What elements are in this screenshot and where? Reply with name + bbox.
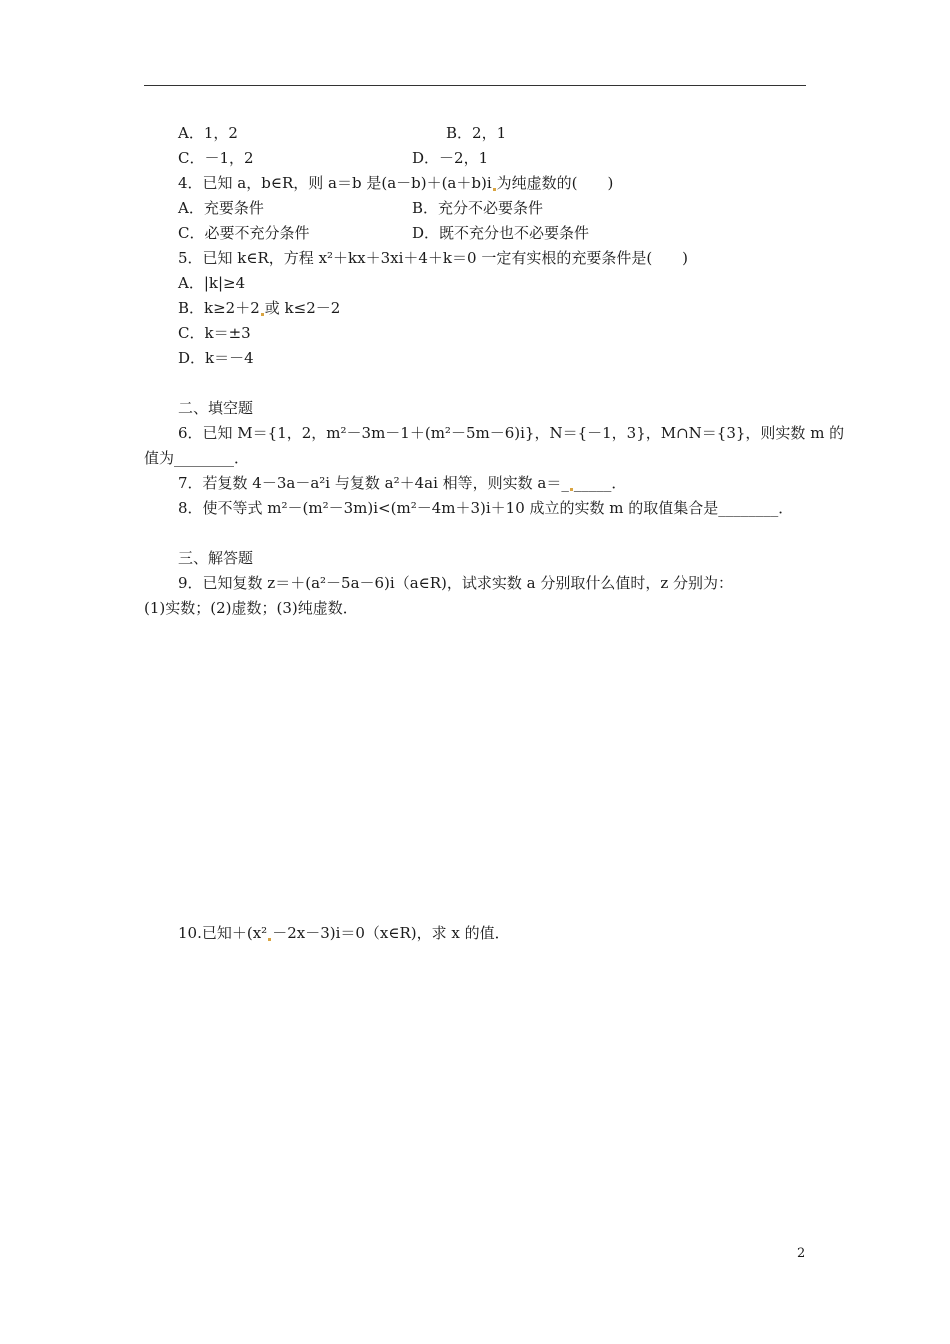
q4-stem: [178, 173, 613, 193]
q4-option-a: A．充要条件: [178, 199, 264, 217]
section-3-title: 三、解答题: [178, 549, 254, 567]
section-2-title: 二、填空题: [178, 399, 254, 417]
q5-option-a: A．|k|≥4: [178, 274, 246, 292]
q3-option-a: A．1，2: [178, 124, 238, 142]
mark-dot: [261, 313, 264, 316]
q5-option-b: [178, 298, 340, 318]
q7-part-b: _____．: [573, 474, 627, 492]
q4-option-c: C．必要不充分条件: [178, 224, 310, 242]
q9-line-1: 9．已知复数 z＝＋(a²－5a－6)i（a∈R)，试求实数 a 分别取什么值时，z 分别为：: [178, 574, 734, 592]
q4-option-d: D．既不充分也不必要条件: [412, 224, 590, 242]
q5-option-d: D．k＝－4: [178, 349, 254, 367]
q3-option-d: D．－2，1: [412, 149, 489, 167]
q6-line-1: 6．已知 M＝{1，2，m²－3m－1＋(m²－5m－6)i}，N＝{－1，3}，M∩N＝{3}，则实数 m 的: [178, 424, 845, 442]
q8: 8．使不等式 m²－(m²－3m)i<(m²－4m＋3)i＋10 成立的实数 m 的取值集合是________．: [178, 499, 794, 517]
mark-dot: [570, 488, 573, 491]
q7-part-a: 7．若复数 4－3a－a²i 与复数 a²＋4ai 相等，则实数 a＝_: [178, 474, 569, 492]
header-rule: [144, 85, 806, 86]
q5-stem: 5．已知 k∈R，方程 x²＋kx＋3xi＋4＋k＝0 一定有实根的充要条件是( ): [178, 249, 689, 267]
mark-dot: [493, 188, 496, 191]
q3-option-b: B．2，1: [446, 124, 507, 142]
q7: [178, 473, 626, 493]
page-number: 2: [797, 1246, 806, 1261]
q5-option-b-part-a: B．k≥2＋2: [178, 299, 260, 317]
mark-dot: [268, 938, 271, 941]
q9-line-2: (1)实数；(2)虚数；(3)纯虚数．: [144, 599, 358, 617]
q4-stem-part-a: 4．已知 a，b∈R，则 a＝b 是(a－b)＋(a＋b)i: [178, 174, 492, 192]
q10-part-b: －2x－3)i＝0（x∈R)，求 x 的值．: [272, 924, 510, 942]
q4-stem-part-b: 为纯虚数的( ): [496, 174, 614, 192]
q5-option-b-part-b: 或 k≤2－2: [264, 299, 341, 317]
q10-part-a: 10.已知＋(x²: [178, 924, 268, 942]
q3-option-c: C．－1，2: [178, 149, 254, 167]
q5-option-c: C．k＝±3: [178, 324, 251, 342]
q10: [178, 923, 510, 943]
q4-option-b: B．充分不必要条件: [412, 199, 544, 217]
q6-line-2: 值为________．: [144, 449, 250, 467]
